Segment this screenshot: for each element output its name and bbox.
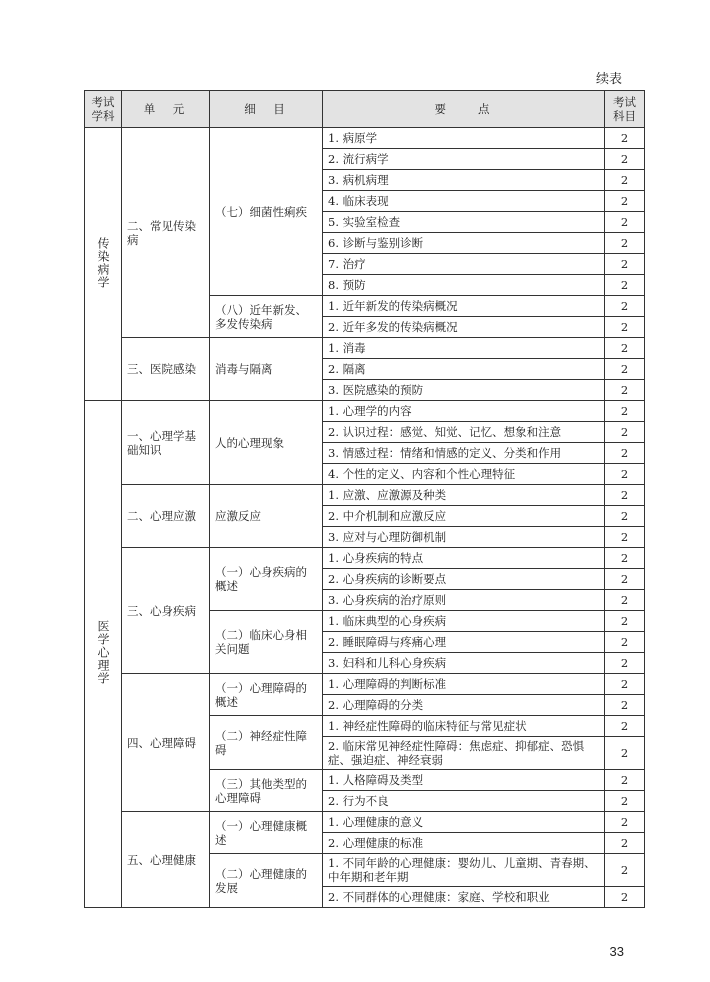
- level-cell: 2: [605, 548, 645, 569]
- header-subject: 考试学科: [85, 91, 122, 128]
- point-cell: 1. 近年新发的传染病概况: [323, 296, 605, 317]
- point-cell: 1. 心理健康的意义: [323, 812, 605, 833]
- level-cell: 2: [605, 833, 645, 854]
- subject-cell: [85, 128, 122, 401]
- unit-cell: 一、心理学基础知识: [122, 401, 210, 485]
- point-cell: 2. 行为不良: [323, 791, 605, 812]
- level-cell: 2: [605, 590, 645, 611]
- detail-cell: （一）心理健康概述: [210, 812, 323, 854]
- point-cell: 2. 临床常见神经症性障碍：焦虑症、抑郁症、恐惧症、强迫症、神经衰弱: [323, 737, 605, 770]
- syllabus-table: [84, 90, 645, 908]
- point-cell: 1. 神经症性障碍的临床特征与常见症状: [323, 716, 605, 737]
- level-cell: 2: [605, 632, 645, 653]
- point-cell: 1. 心身疾病的特点: [323, 548, 605, 569]
- level-cell: 2: [605, 422, 645, 443]
- point-cell: 1. 心理障碍的判断标准: [323, 674, 605, 695]
- detail-cell: 人的心理现象: [210, 401, 323, 485]
- point-cell: 4. 临床表现: [323, 191, 605, 212]
- subject-label: 传染病学: [96, 236, 110, 289]
- point-cell: 1. 心理学的内容: [323, 401, 605, 422]
- point-cell: 3. 应对与心理防御机制: [323, 527, 605, 548]
- detail-cell: （二）神经症性障碍: [210, 716, 323, 770]
- point-cell: 1. 不同年龄的心理健康：婴幼儿、儿童期、青春期、中年期和老年期: [323, 854, 605, 887]
- level-cell: 2: [605, 791, 645, 812]
- level-cell: 2: [605, 401, 645, 422]
- unit-cell: 二、常见传染病: [122, 128, 210, 338]
- syllabus-body: [85, 128, 645, 908]
- level-cell: 2: [605, 695, 645, 716]
- level-cell: 2: [605, 464, 645, 485]
- level-cell: 2: [605, 653, 645, 674]
- level-cell: 2: [605, 212, 645, 233]
- point-cell: 3. 情感过程：情绪和情感的定义、分类和作用: [323, 443, 605, 464]
- level-cell: 2: [605, 233, 645, 254]
- level-cell: 2: [605, 737, 645, 770]
- level-cell: 2: [605, 716, 645, 737]
- point-cell: 1. 临床典型的心身疾病: [323, 611, 605, 632]
- point-cell: 1. 病原学: [323, 128, 605, 149]
- level-cell: 2: [605, 443, 645, 464]
- level-cell: 2: [605, 149, 645, 170]
- point-cell: 1. 消毒: [323, 338, 605, 359]
- level-cell: 2: [605, 887, 645, 908]
- table-row: [85, 674, 645, 695]
- detail-cell: 消毒与隔离: [210, 338, 323, 401]
- level-cell: 2: [605, 569, 645, 590]
- continued-label: 续表: [595, 72, 622, 87]
- level-cell: 2: [605, 191, 645, 212]
- point-cell: 2. 中介机制和应激反应: [323, 506, 605, 527]
- point-cell: 2. 近年多发的传染病概况: [323, 317, 605, 338]
- unit-cell: 五、心理健康: [122, 812, 210, 908]
- detail-cell: （八）近年新发、多发传染病: [210, 296, 323, 338]
- point-cell: 2. 流行病学: [323, 149, 605, 170]
- level-cell: 2: [605, 527, 645, 548]
- point-cell: 8. 预防: [323, 275, 605, 296]
- level-cell: 2: [605, 674, 645, 695]
- detail-cell: （一）心理障碍的概述: [210, 674, 323, 716]
- point-cell: 2. 心身疾病的诊断要点: [323, 569, 605, 590]
- point-cell: 3. 病机病理: [323, 170, 605, 191]
- detail-cell: 应激反应: [210, 485, 323, 548]
- level-cell: 2: [605, 254, 645, 275]
- level-cell: 2: [605, 296, 645, 317]
- level-cell: 2: [605, 380, 645, 401]
- table-row: [85, 128, 645, 149]
- level-cell: 2: [605, 770, 645, 791]
- unit-cell: 二、心理应激: [122, 485, 210, 548]
- point-cell: 5. 实验室检查: [323, 212, 605, 233]
- level-cell: 2: [605, 506, 645, 527]
- point-cell: 4. 个性的定义、内容和个性心理特征: [323, 464, 605, 485]
- point-cell: 2. 隔离: [323, 359, 605, 380]
- detail-cell: （一）心身疾病的概述: [210, 548, 323, 611]
- detail-cell: （二）心理健康的发展: [210, 854, 323, 908]
- point-cell: 3. 心身疾病的治疗原则: [323, 590, 605, 611]
- unit-cell: 三、心身疾病: [122, 548, 210, 674]
- level-cell: 2: [605, 317, 645, 338]
- detail-cell: （七）细菌性痢疾: [210, 128, 323, 296]
- detail-cell: （三）其他类型的心理障碍: [210, 770, 323, 812]
- point-cell: 2. 心理障碍的分类: [323, 695, 605, 716]
- header-level: 考试科目: [605, 91, 645, 128]
- level-cell: 2: [605, 338, 645, 359]
- point-cell: 7. 治疗: [323, 254, 605, 275]
- page-number: 33: [609, 944, 624, 959]
- level-cell: 2: [605, 359, 645, 380]
- level-cell: 2: [605, 854, 645, 887]
- point-cell: 2. 心理健康的标准: [323, 833, 605, 854]
- level-cell: 2: [605, 812, 645, 833]
- header-row: [85, 91, 645, 128]
- header-points: 要 点: [323, 91, 605, 128]
- point-cell: 2. 不同群体的心理健康：家庭、学校和职业: [323, 887, 605, 908]
- level-cell: 2: [605, 275, 645, 296]
- point-cell: 2. 睡眠障碍与疼痛心理: [323, 632, 605, 653]
- header-detail: 细 目: [210, 91, 323, 128]
- point-cell: 6. 诊断与鉴别诊断: [323, 233, 605, 254]
- unit-cell: 四、心理障碍: [122, 674, 210, 812]
- table-row: [85, 812, 645, 833]
- level-cell: 2: [605, 485, 645, 506]
- subject-cell: [85, 401, 122, 908]
- table-row: [85, 548, 645, 569]
- table-row: [85, 485, 645, 506]
- detail-cell: （二）临床心身相关问题: [210, 611, 323, 674]
- level-cell: 2: [605, 170, 645, 191]
- header-unit: 单 元: [122, 91, 210, 128]
- level-cell: 2: [605, 611, 645, 632]
- point-cell: 3. 医院感染的预防: [323, 380, 605, 401]
- unit-cell: 三、医院感染: [122, 338, 210, 401]
- table-row: [85, 401, 645, 422]
- table-row: [85, 338, 645, 359]
- point-cell: 1. 人格障碍及类型: [323, 770, 605, 791]
- point-cell: 2. 认识过程：感觉、知觉、记忆、想象和注意: [323, 422, 605, 443]
- point-cell: 3. 妇科和儿科心身疾病: [323, 653, 605, 674]
- subject-label: 医学心理学: [96, 620, 110, 685]
- level-cell: 2: [605, 128, 645, 149]
- point-cell: 1. 应激、应激源及种类: [323, 485, 605, 506]
